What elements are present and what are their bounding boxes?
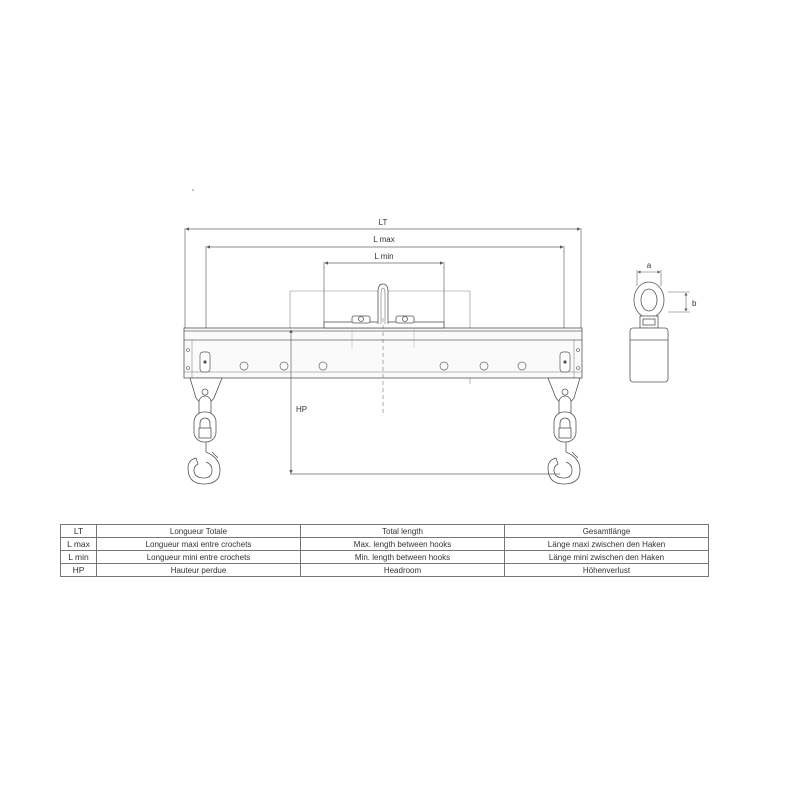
legend-de: Gesamtlänge <box>505 525 709 538</box>
left-hook-assembly <box>188 378 222 484</box>
dimension-lmin-label: L min <box>374 252 394 261</box>
legend-en: Total length <box>301 525 505 538</box>
legend-fr: Hauteur perdue <box>97 564 301 577</box>
dimension-a-label: a <box>646 261 652 270</box>
legend-table <box>60 524 709 577</box>
dimension-lmax-label: L max <box>373 235 395 244</box>
legend-row-lt <box>61 525 709 538</box>
legend-symbol: L min <box>61 551 97 564</box>
side-view <box>630 270 690 382</box>
legend-de: Höhenverlust <box>505 564 709 577</box>
dimension-b-label: b <box>692 299 697 308</box>
legend-de: Länge mini zwischen den Haken <box>505 551 709 564</box>
legend-symbol: LT <box>61 525 97 538</box>
legend-fr: Longueur maxi entre crochets <box>97 538 301 551</box>
top-lifting-eye <box>324 284 444 328</box>
legend-en: Max. length between hooks <box>301 538 505 551</box>
legend-en: Min. length between hooks <box>301 551 505 564</box>
legend-row-hp <box>61 564 709 577</box>
legend-row-lmin <box>61 551 709 564</box>
legend-fr: Longueur mini entre crochets <box>97 551 301 564</box>
legend-row-lmax <box>61 538 709 551</box>
legend-fr: Longueur Totale <box>97 525 301 538</box>
legend-de: Länge maxi zwischen den Haken <box>505 538 709 551</box>
legend-symbol: L max <box>61 538 97 551</box>
dimension-hp-label: HP <box>296 405 308 414</box>
legend-en: Headroom <box>301 564 505 577</box>
right-hook-assembly <box>548 378 580 484</box>
legend-symbol: HP <box>61 564 97 577</box>
dimension-lt-label: LT <box>378 218 388 227</box>
